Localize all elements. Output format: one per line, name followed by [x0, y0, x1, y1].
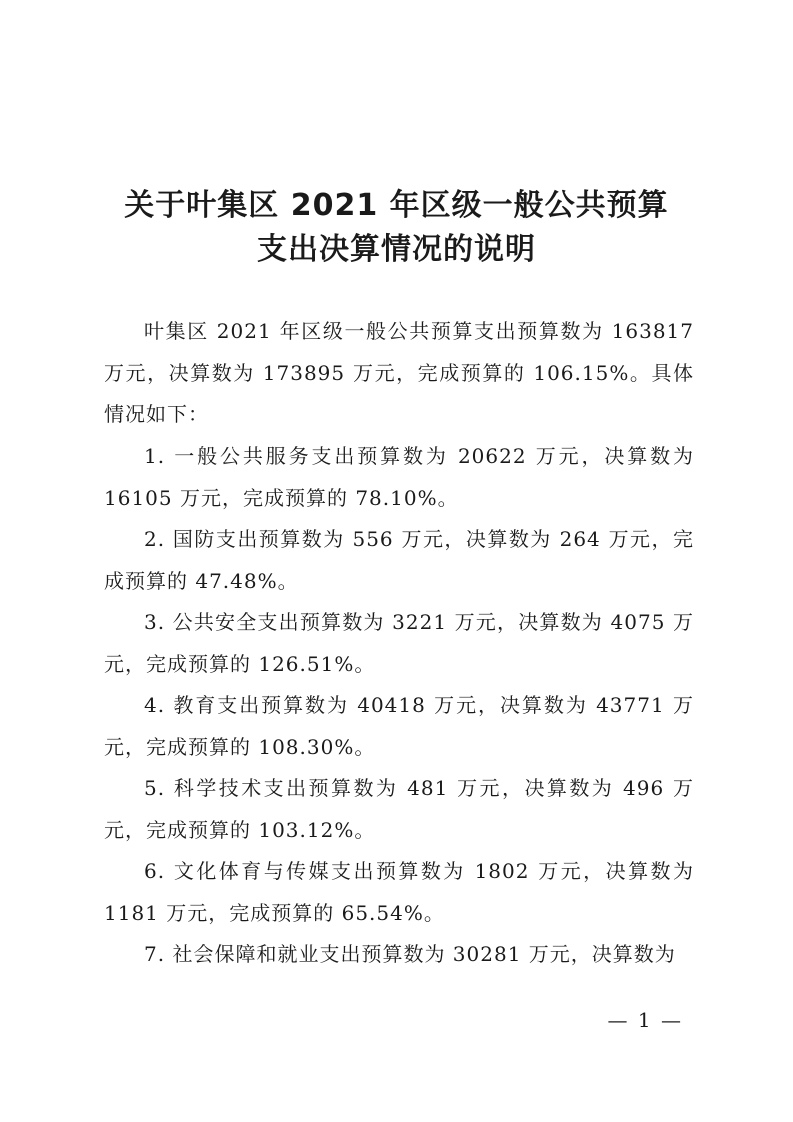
item-general-public-services: 1. 一般公共服务支出预算数为 20622 万元，决算数为 16105 万元，完成预算的 78.10%。 — [104, 444, 694, 510]
item-national-defense: 2. 国防支出预算数为 556 万元，决算数为 264 万元，完成预算的 47.48%。 — [104, 527, 694, 593]
item-social-security-employment: 7. 社会保障和就业支出预算数为 30281 万元，决算数为 — [144, 942, 676, 966]
item-public-security: 3. 公共安全支出预算数为 3221 万元，决算数为 4075 万元，完成预算的 126.51%。 — [104, 610, 694, 676]
item-culture-sports-media: 6. 文化体育与传媒支出预算数为 1802 万元，决算数为 1181 万元，完成预算的 65.54%。 — [104, 859, 694, 925]
intro-paragraph: 叶集区 2021 年区级一般公共预算支出预算数为 163817 万元，决算数为 173895 万元，完成预算的 106.15%。具体情况如下： — [104, 319, 694, 426]
document-title-line1: 关于叶集区 2021 年区级一般公共预算 — [124, 188, 669, 223]
page-number: — 1 — — [607, 1008, 683, 1032]
document-title-line2: 支出决算情况的说明 — [257, 232, 536, 267]
item-science-technology: 5. 科学技术支出预算数为 481 万元，决算数为 496 万元，完成预算的 103.12%。 — [104, 776, 694, 842]
item-education: 4. 教育支出预算数为 40418 万元，决算数为 43771 万元，完成预算的 108.30%。 — [104, 693, 694, 759]
